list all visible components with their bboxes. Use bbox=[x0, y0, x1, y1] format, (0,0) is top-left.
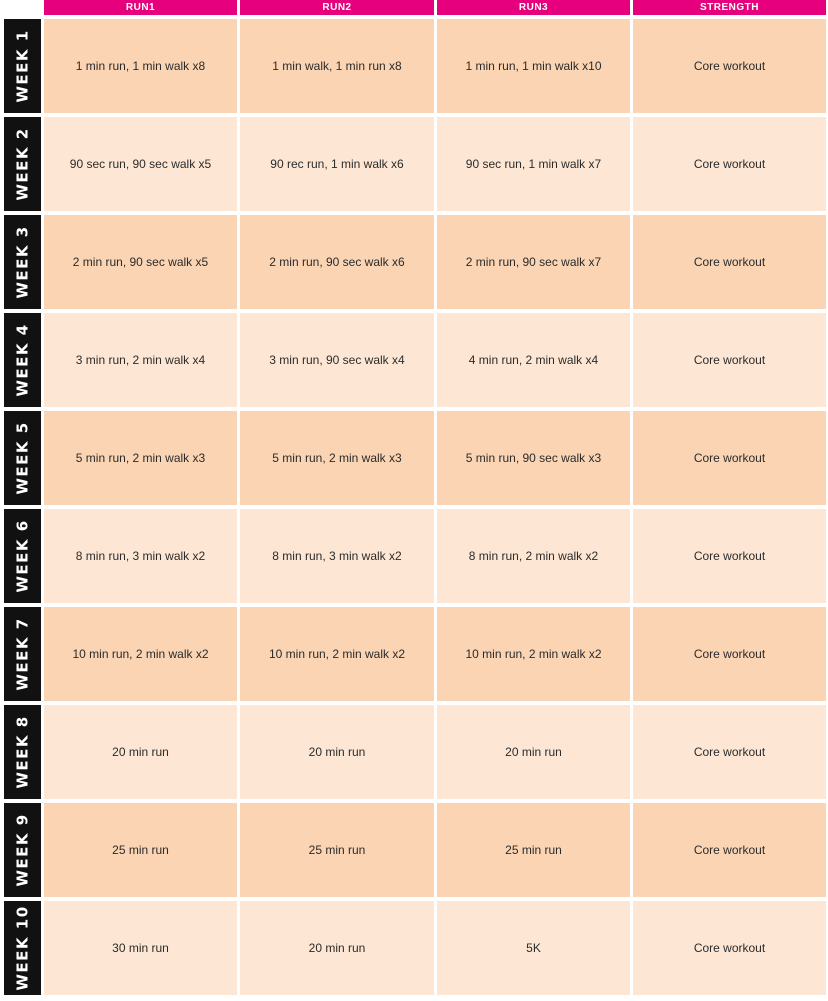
week-label-text: WEEK 5 bbox=[13, 421, 32, 495]
table-cell: 4 min run, 2 min walk x4 bbox=[437, 313, 630, 407]
table-cell: 25 min run bbox=[240, 803, 434, 897]
table-cell: 25 min run bbox=[44, 803, 237, 897]
table-cell: Core workout bbox=[633, 411, 826, 505]
table-cell: 2 min run, 90 sec walk x6 bbox=[240, 215, 434, 309]
table-cell: 1 min run, 1 min walk x10 bbox=[437, 19, 630, 113]
table-cell: 2 min run, 90 sec walk x5 bbox=[44, 215, 237, 309]
week-label bbox=[4, 313, 41, 407]
week-label bbox=[4, 411, 41, 505]
table-cell: 10 min run, 2 min walk x2 bbox=[437, 607, 630, 701]
week-label bbox=[4, 901, 41, 995]
week-label-text: WEEK 1 bbox=[13, 29, 32, 103]
table-cell: Core workout bbox=[633, 117, 826, 211]
table-cell: 10 min run, 2 min walk x2 bbox=[44, 607, 237, 701]
table-cell: 5K bbox=[437, 901, 630, 995]
table-cell: 5 min run, 2 min walk x3 bbox=[44, 411, 237, 505]
week-label bbox=[4, 215, 41, 309]
table-cell: 20 min run bbox=[240, 901, 434, 995]
table-cell: Core workout bbox=[633, 901, 826, 995]
table-cell: 8 min run, 2 min walk x2 bbox=[437, 509, 630, 603]
week-label-text: WEEK 10 bbox=[13, 905, 32, 991]
table-cell: Core workout bbox=[633, 509, 826, 603]
table-cell: 1 min walk, 1 min run x8 bbox=[240, 19, 434, 113]
table-cell: 25 min run bbox=[437, 803, 630, 897]
table-cell: 1 min run, 1 min walk x8 bbox=[44, 19, 237, 113]
week-label-text: WEEK 9 bbox=[13, 813, 32, 887]
table-cell: 90 rec run, 1 min walk x6 bbox=[240, 117, 434, 211]
table-cell: 3 min run, 2 min walk x4 bbox=[44, 313, 237, 407]
week-label bbox=[4, 509, 41, 603]
table-cell: Core workout bbox=[633, 607, 826, 701]
table-cell: Core workout bbox=[633, 19, 826, 113]
table-cell: 8 min run, 3 min walk x2 bbox=[240, 509, 434, 603]
table-cell: 90 sec run, 1 min walk x7 bbox=[437, 117, 630, 211]
table-cell: 3 min run, 90 sec walk x4 bbox=[240, 313, 434, 407]
column-header-run2: RUN2 bbox=[240, 0, 434, 15]
week-label bbox=[4, 117, 41, 211]
week-label-text: WEEK 8 bbox=[13, 715, 32, 789]
week-label bbox=[4, 19, 41, 113]
table-cell: Core workout bbox=[633, 313, 826, 407]
column-header-strength: STRENGTH bbox=[633, 0, 826, 15]
table-cell: 5 min run, 2 min walk x3 bbox=[240, 411, 434, 505]
week-label-text: WEEK 6 bbox=[13, 519, 32, 593]
week-label-text: WEEK 7 bbox=[13, 617, 32, 691]
week-label-text: WEEK 3 bbox=[13, 225, 32, 299]
table-cell: Core workout bbox=[633, 803, 826, 897]
week-label-text: WEEK 2 bbox=[13, 127, 32, 201]
week-label bbox=[4, 705, 41, 799]
column-header-run3: RUN3 bbox=[437, 0, 630, 15]
table-cell: 30 min run bbox=[44, 901, 237, 995]
table-cell: 10 min run, 2 min walk x2 bbox=[240, 607, 434, 701]
week-label bbox=[4, 803, 41, 897]
table-cell: 90 sec run, 90 sec walk x5 bbox=[44, 117, 237, 211]
week-label-text: WEEK 4 bbox=[13, 323, 32, 397]
table-cell: 2 min run, 90 sec walk x7 bbox=[437, 215, 630, 309]
table-cell: 20 min run bbox=[44, 705, 237, 799]
week-label bbox=[4, 607, 41, 701]
table-cell: 5 min run, 90 sec walk x3 bbox=[437, 411, 630, 505]
column-header-run1: RUN1 bbox=[44, 0, 237, 15]
table-cell: 20 min run bbox=[240, 705, 434, 799]
table-cell: 20 min run bbox=[437, 705, 630, 799]
table-cell: 8 min run, 3 min walk x2 bbox=[44, 509, 237, 603]
table-cell: Core workout bbox=[633, 215, 826, 309]
table-cell: Core workout bbox=[633, 705, 826, 799]
